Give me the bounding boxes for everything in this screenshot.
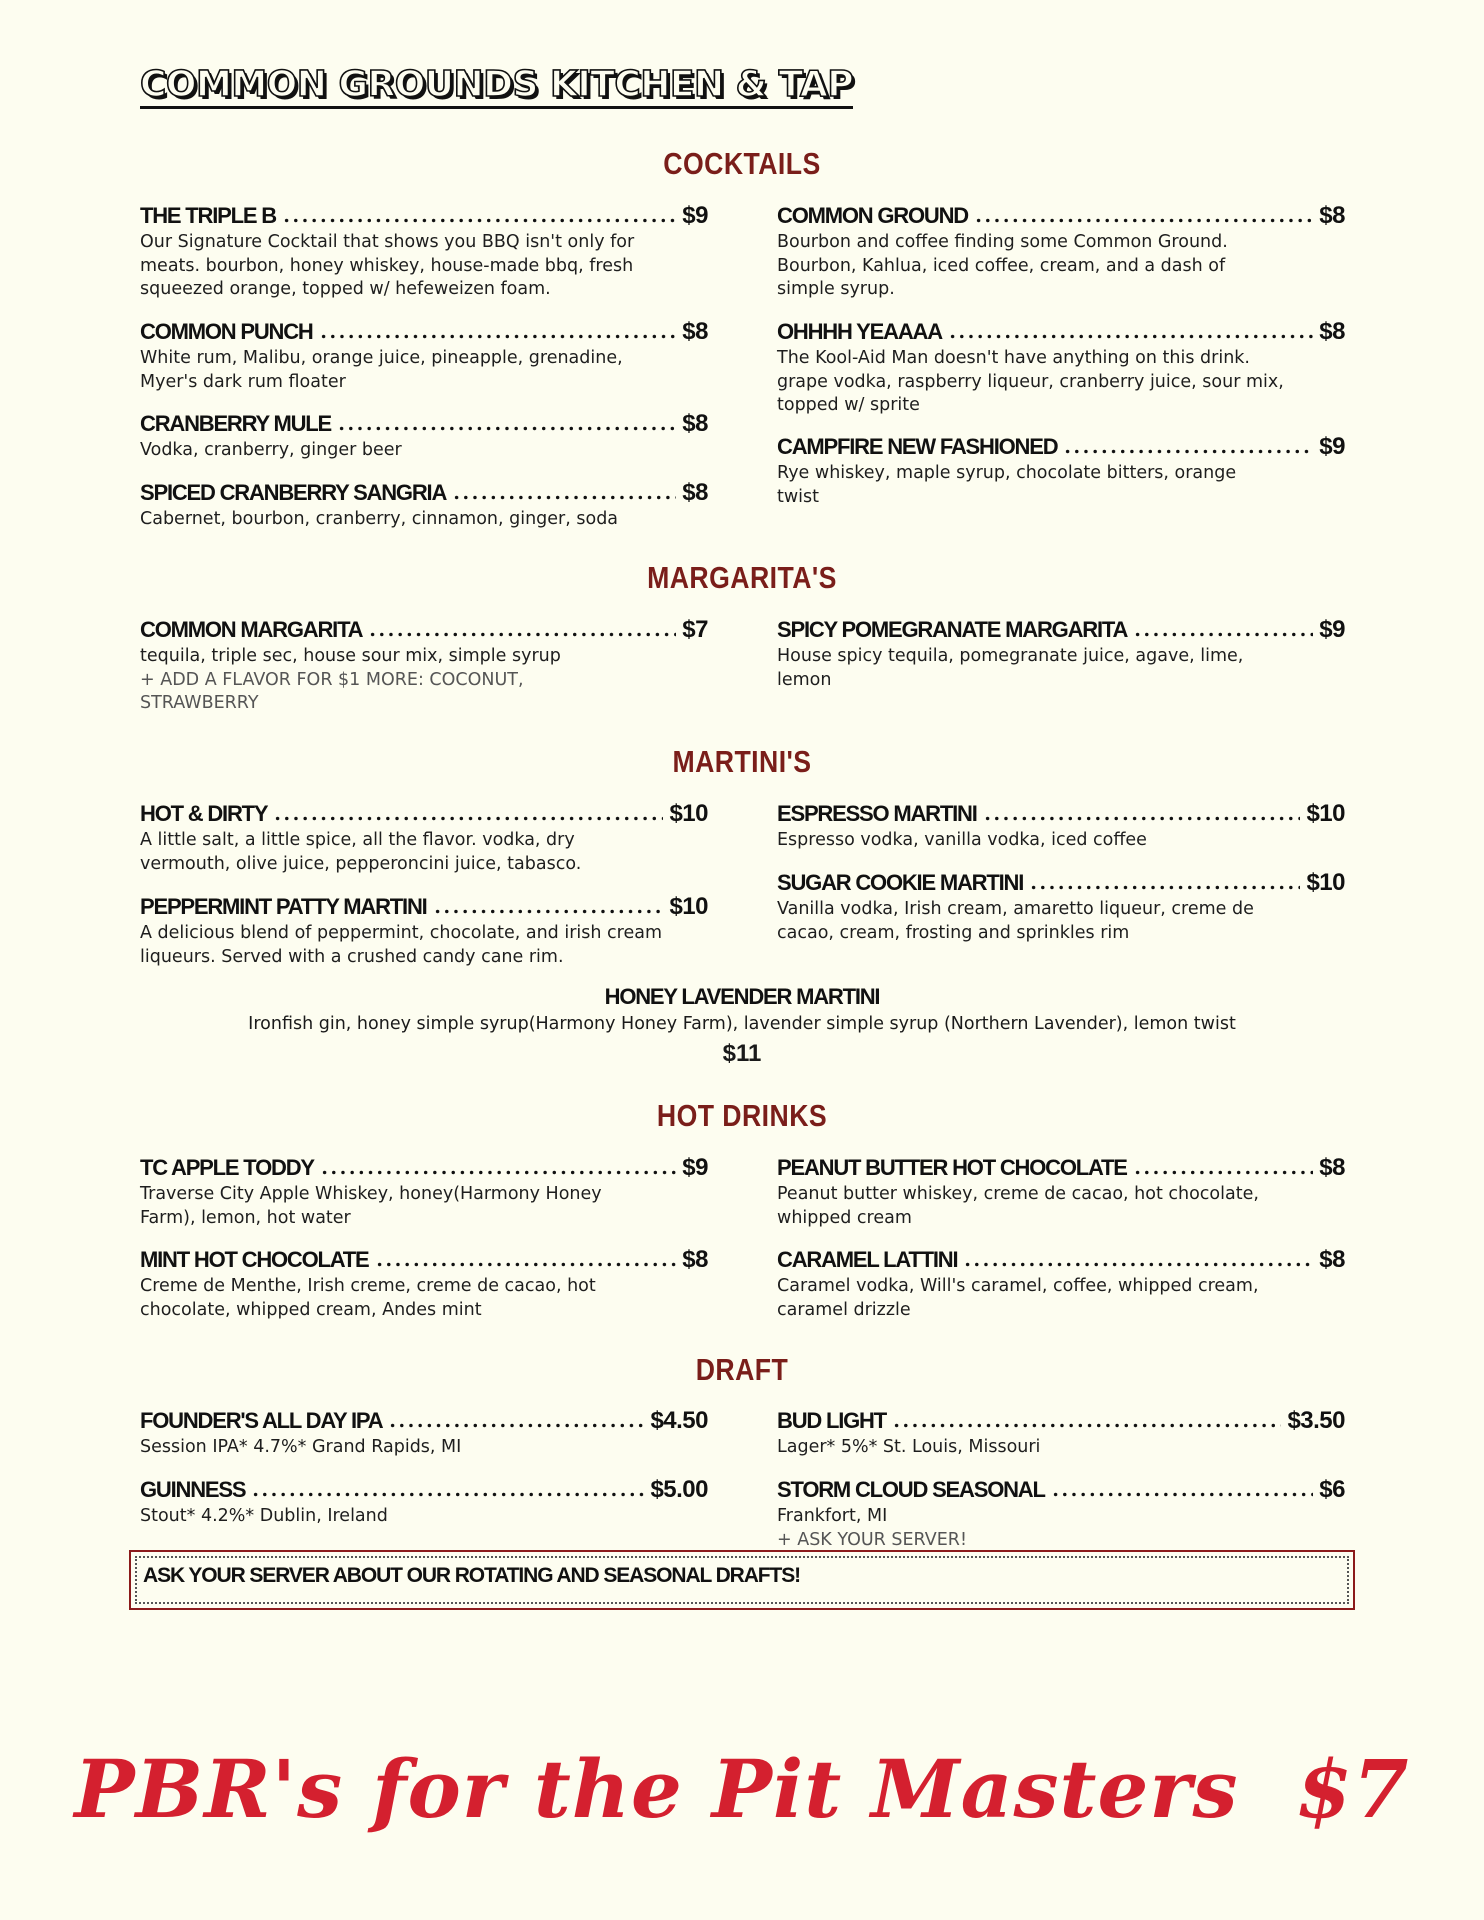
item-name: CARAMEL LATTINI	[777, 1247, 958, 1272]
item-description: Ironfish gin, honey simple syrup(Harmony Honey Farm), lavender simple syrup (Northern Lavender), lemon twist	[248, 1014, 1236, 1034]
item-name: SPICY POMEGRANATE MARGARITA	[777, 617, 1128, 642]
item-description: Peanut butter whiskey, creme de cacao, hot chocolate, whipped cream	[777, 1184, 1259, 1228]
draft-notice-text: ASK YOUR SERVER ABOUT OUR ROTATING AND SEASONAL DRAFTS!	[135, 1556, 1349, 1604]
dot-leader	[375, 1262, 677, 1267]
dot-leader	[320, 1170, 676, 1175]
item-name: TC APPLE TODDY	[140, 1155, 314, 1180]
dot-leader	[948, 334, 1313, 339]
dot-leader	[1051, 1492, 1314, 1497]
menu-item	[140, 1154, 708, 1230]
dot-leader	[337, 426, 676, 431]
menu-item	[777, 800, 1345, 853]
item-price: $8	[1319, 1154, 1345, 1181]
section-heading-cocktails: COCKTAILS	[663, 146, 821, 181]
item-addon: + ASK YOUR SERVER!	[777, 1529, 967, 1550]
dot-leader	[388, 1423, 644, 1428]
item-name: THE TRIPLE B	[140, 203, 276, 228]
item-price: $10	[1306, 869, 1345, 896]
item-price: $5.00	[650, 1476, 708, 1503]
item-description: Stout* 4.2%* Dublin, Ireland	[140, 1506, 388, 1526]
dot-leader	[251, 1492, 644, 1497]
item-description: tequila, triple sec, house sour mix, simple syrup	[140, 646, 561, 666]
menu-item	[140, 1476, 708, 1529]
item-name: MINT HOT CHOCOLATE	[140, 1247, 369, 1272]
menu-item	[777, 202, 1345, 302]
item-name: CAMPFIRE NEW FASHIONED	[777, 434, 1058, 459]
menu-item	[140, 616, 708, 716]
section-heading-hot-drinks: HOT DRINKS	[656, 1098, 828, 1133]
menu-item	[777, 869, 1345, 945]
item-name: ESPRESSO MARTINI	[777, 801, 977, 826]
dot-leader	[892, 1423, 1281, 1428]
item-price: $8	[1319, 202, 1345, 229]
item-description: Our Signature Cocktail that shows you BBQ isn't only for meats. bourbon, honey whiskey, house-made bbq, fresh squeezed orange, topped w/ hefeweizen foam.	[140, 232, 635, 299]
menu-item	[777, 1407, 1345, 1460]
item-name: PEPPERMINT PATTY MARTINI	[140, 894, 427, 919]
item-name: COMMON PUNCH	[140, 319, 313, 344]
section-heading-draft: DRAFT	[695, 1352, 789, 1387]
item-price: $11	[722, 1040, 762, 1067]
dot-leader	[974, 218, 1313, 223]
item-price: $8	[682, 479, 708, 506]
menu-item	[140, 479, 708, 532]
item-description: Espresso vodka, vanilla vodka, iced coffee	[777, 830, 1147, 850]
item-description: Vodka, cranberry, ginger beer	[140, 440, 402, 460]
item-name: BUD LIGHT	[777, 1408, 886, 1433]
item-price: $8	[1319, 318, 1345, 345]
item-description: Rye whiskey, maple syrup, chocolate bitters, orange twist	[777, 463, 1237, 507]
dot-leader	[273, 816, 663, 821]
menu-item	[140, 1246, 708, 1322]
item-price: $9	[682, 202, 708, 229]
promo-banner: PBR's for the Pit Masters $7	[74, 1742, 1410, 1836]
item-name: CRANBERRY MULE	[140, 411, 331, 436]
item-description: Frankfort, MI	[777, 1506, 888, 1526]
item-description: Cabernet, bourbon, cranberry, cinnamon, ginger, soda	[140, 509, 619, 529]
item-description: Lager* 5%* St. Louis, Missouri	[777, 1437, 1041, 1457]
item-name: OHHHH YEAAAA	[777, 319, 942, 344]
item-description: Traverse City Apple Whiskey, honey(Harmony Honey Farm), lemon, hot water	[140, 1184, 602, 1228]
item-description: Session IPA* 4.7%* Grand Rapids, MI	[140, 1437, 462, 1457]
menu-item	[140, 318, 708, 394]
item-price: $9	[1319, 433, 1345, 460]
menu-item	[140, 410, 708, 463]
item-description: Vanilla vodka, Irish cream, amaretto liqueur, creme de cacao, cream, frosting and sprinkles rim	[777, 899, 1254, 943]
item-price: $8	[682, 1246, 708, 1273]
item-name: GUINNESS	[140, 1477, 246, 1502]
dot-leader	[319, 334, 677, 339]
dot-leader	[983, 816, 1301, 821]
section-heading-margaritas: MARGARITA'S	[647, 560, 837, 595]
item-price: $4.50	[650, 1407, 708, 1434]
menu-item	[777, 616, 1345, 692]
item-description: House spicy tequila, pomegranate juice, agave, lime, lemon	[777, 646, 1244, 690]
item-price: $6	[1319, 1476, 1345, 1503]
item-description: White rum, Malibu, orange juice, pineapple, grenadine, Myer's dark rum floater	[140, 348, 623, 392]
menu-item	[140, 1407, 708, 1460]
item-price: $10	[669, 800, 708, 827]
item-price: $3.50	[1287, 1407, 1345, 1434]
item-price: $9	[682, 1154, 708, 1181]
item-description: Bourbon and coffee finding some Common Ground. Bourbon, Kahlua, iced coffee, cream, and a dash of simple syrup.	[777, 232, 1228, 299]
item-description: A little salt, a little spice, all the flavor. vodka, dry vermouth, olive juice, pepperoncini juice, tabasco.	[140, 830, 582, 874]
menu-item	[777, 1246, 1345, 1322]
featured-item	[0, 984, 1484, 1068]
item-name: SUGAR COOKIE MARTINI	[777, 870, 1024, 895]
item-name: COMMON GROUND	[777, 203, 968, 228]
dot-leader	[1133, 1170, 1314, 1175]
item-price: $7	[682, 616, 708, 643]
menu-item	[140, 800, 708, 876]
menu-item	[777, 433, 1345, 509]
menu-item	[140, 893, 708, 969]
dot-leader	[1063, 449, 1313, 454]
item-description: Creme de Menthe, Irish creme, creme de cacao, hot chocolate, whipped cream, Andes mint	[140, 1276, 596, 1320]
item-description: Caramel vodka, Will's caramel, coffee, whipped cream, caramel drizzle	[777, 1276, 1259, 1320]
item-price: $8	[682, 410, 708, 437]
dot-leader	[452, 495, 676, 500]
menu-item	[777, 318, 1345, 418]
restaurant-title: COMMON GROUNDS KITCHEN & TAP	[140, 64, 853, 109]
draft-notice-box	[129, 1550, 1355, 1610]
item-description: A delicious blend of peppermint, chocolate, and irish cream liqueurs. Served with a crushed candy cane rim.	[140, 923, 662, 967]
item-name: SPICED CRANBERRY SANGRIA	[140, 480, 447, 505]
item-description: The Kool-Aid Man doesn't have anything on this drink. grape vodka, raspberry liqueur, cranberry juice, sour mix, topped w/ sprite	[777, 348, 1284, 415]
item-name: HONEY LAVENDER MARTINI	[604, 984, 880, 1009]
dot-leader	[368, 632, 676, 637]
item-price: $10	[1306, 800, 1345, 827]
dot-leader	[282, 218, 676, 223]
item-name: FOUNDER'S ALL DAY IPA	[140, 1408, 383, 1433]
dot-leader	[1133, 632, 1313, 637]
item-name: STORM CLOUD SEASONAL	[777, 1477, 1045, 1502]
dot-leader	[1029, 885, 1300, 890]
item-price: $9	[1319, 616, 1345, 643]
item-price: $8	[682, 318, 708, 345]
item-name: PEANUT BUTTER HOT CHOCOLATE	[777, 1155, 1127, 1180]
item-addon: + ADD A FLAVOR FOR $1 MORE: COCONUT, STRAWBERRY	[140, 669, 524, 713]
dot-leader	[963, 1262, 1313, 1267]
item-price: $10	[669, 893, 708, 920]
menu-item	[777, 1476, 1345, 1551]
menu-item	[777, 1154, 1345, 1230]
item-price: $8	[1319, 1246, 1345, 1273]
item-name: HOT & DIRTY	[140, 801, 268, 826]
item-name: COMMON MARGARITA	[140, 617, 363, 642]
menu-item	[140, 202, 708, 302]
section-heading-martinis: MARTINI'S	[672, 744, 812, 779]
dot-leader	[433, 909, 664, 914]
